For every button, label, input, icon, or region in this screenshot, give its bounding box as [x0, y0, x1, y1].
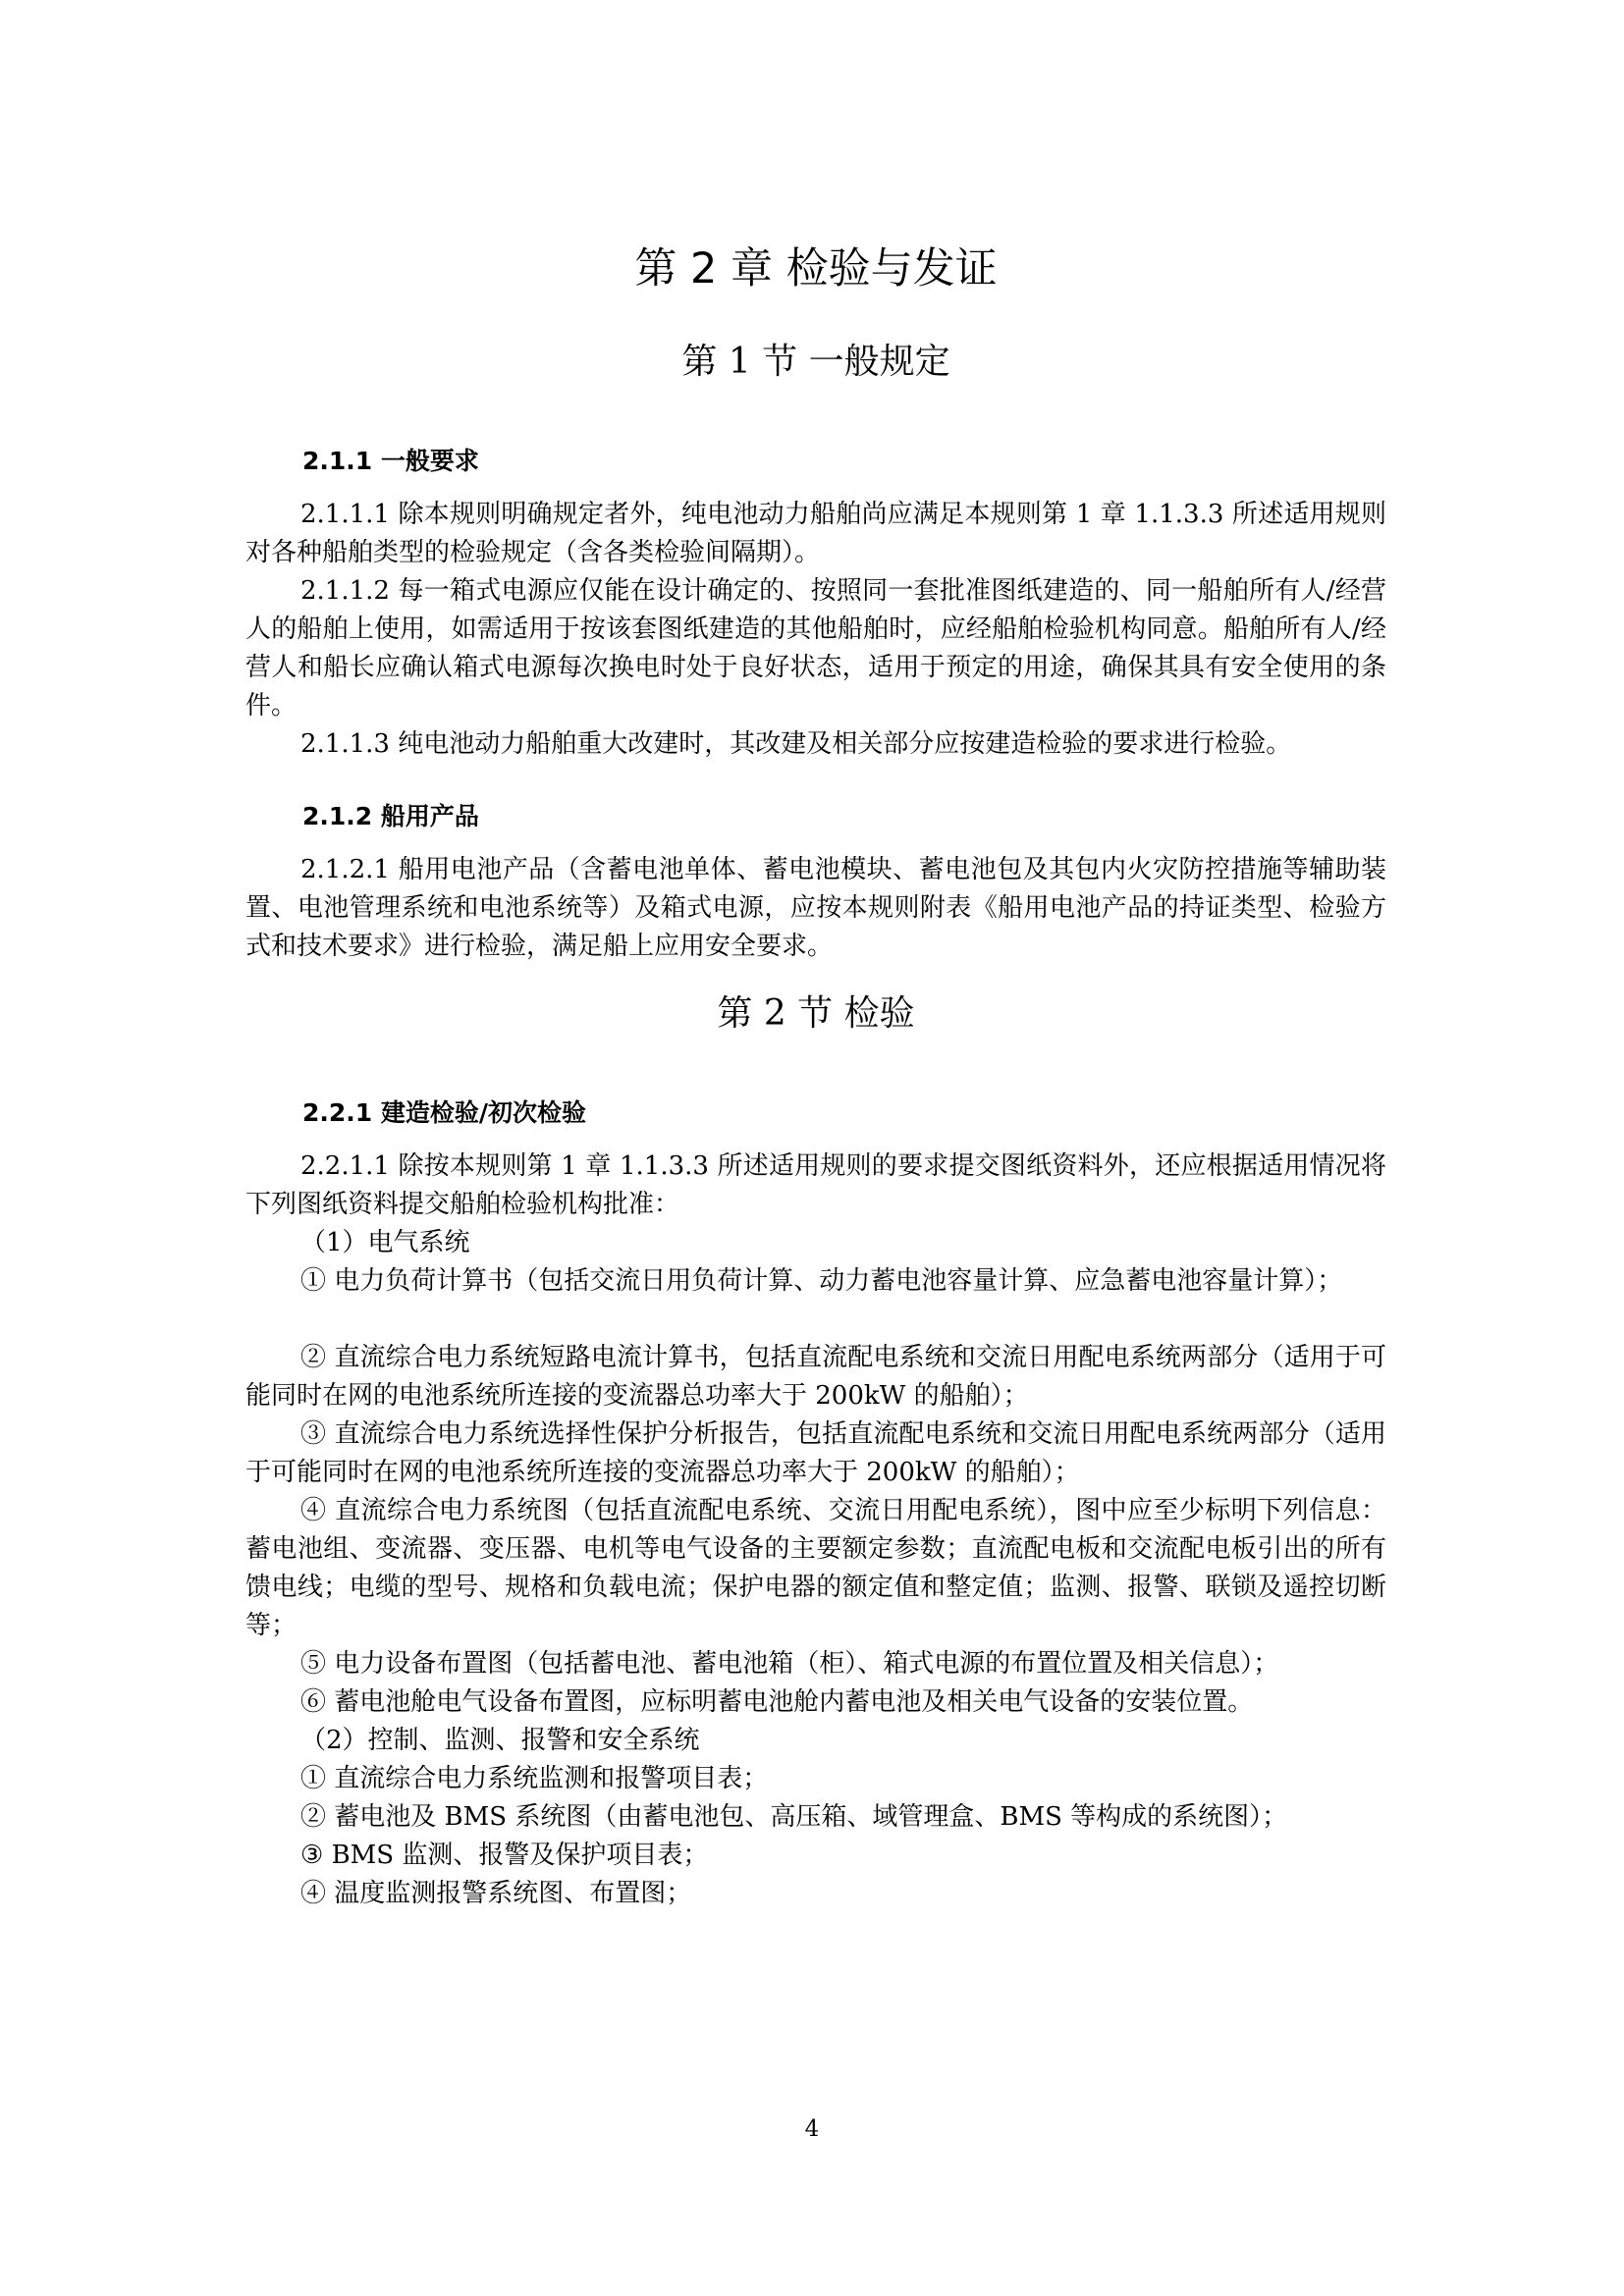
list-group-control: （2）控制、监测、报警和安全系统	[300, 1726, 700, 1755]
section-1-title: 第 1 节 一般规定	[681, 342, 950, 382]
list-item: ③ 直流综合电力系统选择性保护分析报告，包括直流配电系统和交流日用配电系统两部分（适用于可能同时在网的电池系统所连接的变流器总功率大于 200kW 的船舶）；	[245, 1419, 1386, 1487]
chapter-title: 第 2 章 检验与发证	[634, 244, 998, 294]
list-group-electrical: （1）电气系统	[300, 1228, 470, 1257]
heading-2-1-2: 2.1.2 船用产品	[302, 802, 479, 830]
list-item: ⑥ 蓄电池舱电气设备布置图，应标明蓄电池舱内蓄电池及相关电气设备的安装位置。	[300, 1687, 1254, 1717]
paragraph-2-1-1-2: 2.1.1.2 每一箱式电源应仅能在设计确定的、按照同一套批准图纸建造的、同一船舶所有人/经营人的船舶上使用，如需适用于按该套图纸建造的其他船舶时，应经船舶检验机构同意。船舶所有人/经营人和船长应确认箱式电源每次换电时处于良好状态，适用于预定的用途，确保其具有安全使用的条件。	[245, 576, 1386, 721]
list-item: ② 蓄电池及 BMS 系统图（由蓄电池包、高压箱、域管理盒、BMS 等构成的系统图）；	[300, 1802, 1288, 1832]
list-item: ④ 直流综合电力系统图（包括直流配电系统、交流日用配电系统），图中应至少标明下列信息：蓄电池组、变流器、变压器、电机等电气设备的主要额定参数；直流配电板和交流配电板引出的所有馈电线；电缆的型号、规格和负载电流；保护电器的额定值和整定值；监测、报警、联锁及遥控切断等；	[245, 1496, 1386, 1640]
heading-2-2-1: 2.2.1 建造检验/初次检验	[302, 1098, 587, 1127]
paragraph-2-1-1-1: 2.1.1.1 除本规则明确规定者外，纯电池动力船舶尚应满足本规则第 1 章 1.1.3.3 所述适用规则对各种船舶类型的检验规定（含各类检验间隔期）。	[245, 500, 1386, 567]
list-item: ④ 温度监测报警系统图、布置图；	[300, 1879, 692, 1908]
heading-2-1-1: 2.1.1 一般要求	[302, 447, 479, 475]
list-item: ① 直流综合电力系统监测和报警项目表；	[300, 1764, 769, 1793]
list-item: ⑤ 电力设备布置图（包括蓄电池、蓄电池箱（柜）、箱式电源的布置位置及相关信息）；	[300, 1649, 1279, 1679]
page-number: 4	[804, 2116, 820, 2142]
list-item: ① 电力负荷计算书（包括交流日用负荷计算、动力蓄电池容量计算、应急蓄电池容量计算）；	[300, 1266, 1343, 1296]
paragraph-2-2-1-1: 2.2.1.1 除按本规则第 1 章 1.1.3.3 所述适用规则的要求提交图纸资料外，还应根据适用情况将下列图纸资料提交船舶检验机构批准：	[245, 1151, 1386, 1219]
section-2-title: 第 2 节 检验	[717, 993, 915, 1034]
paragraph-2-1-1-3: 2.1.1.3 纯电池动力船舶重大改建时，其改建及相关部分应按建造检验的要求进行检验。	[300, 729, 1292, 759]
list-item: ② 直流综合电力系统短路电流计算书，包括直流配电系统和交流日用配电系统两部分（适用于可能同时在网的电池系统所连接的变流器总功率大于 200kW 的船舶）；	[245, 1343, 1386, 1411]
list-item: ③ BMS 监测、报警及保护项目表；	[300, 1841, 709, 1870]
paragraph-2-1-2-1: 2.1.2.1 船用电池产品（含蓄电池单体、蓄电池模块、蓄电池包及其包内火灾防控措施等辅助装置、电池管理系统和电池系统等）及箱式电源，应按本规则附表《船用电池产品的持证类型、检验方式和技术要求》进行检验，满足船上应用安全要求。	[245, 855, 1386, 961]
